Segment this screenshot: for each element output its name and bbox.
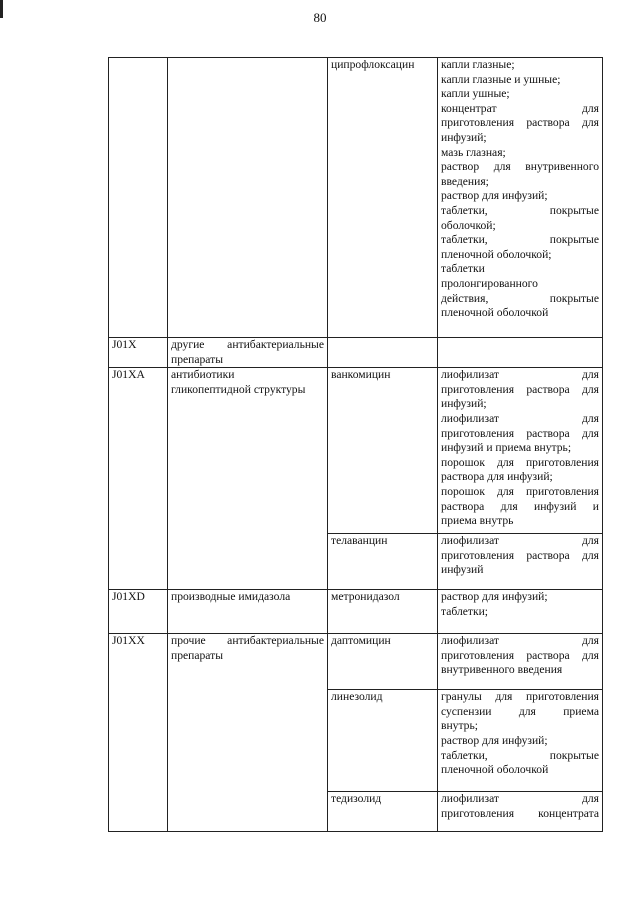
drug-name-cell: даптомицин xyxy=(328,634,438,690)
drug-name-cell: телаванцин xyxy=(328,534,438,590)
table-row xyxy=(109,58,603,338)
drug-name-cell: линезолид xyxy=(328,690,438,792)
dosage-form-line: порошок для приготовления xyxy=(441,455,599,469)
dosage-forms-cell xyxy=(438,368,603,534)
dosage-form-line: пленочной оболочкой xyxy=(441,306,549,320)
group-text-line: другие антибактериальные xyxy=(171,338,324,351)
group-text-line: препараты xyxy=(171,648,223,662)
atc-code-cell: J01XX xyxy=(109,634,168,832)
dosage-form-line: капли глазные и ушные; xyxy=(441,72,561,86)
dosage-form-line: инфузий и приема внутрь; xyxy=(441,441,572,455)
dosage-forms-cell xyxy=(438,58,603,338)
atc-group-cell xyxy=(168,58,328,338)
table-row xyxy=(109,634,603,690)
dosage-form-line: внутривенного введения xyxy=(441,663,563,677)
group-text-line: прочие антибактериальные xyxy=(171,634,324,648)
dosage-form-line: капли ушные; xyxy=(441,87,510,101)
table-row xyxy=(109,590,603,634)
dosage-form-line: концентрат для xyxy=(441,101,599,115)
dosage-form-line: инфузий xyxy=(441,563,484,577)
dosage-form-line: лиофилизат для xyxy=(441,792,599,806)
dosage-form-line: раствора для инфузий и xyxy=(441,499,599,513)
dosage-form-line: порошок для приготовления xyxy=(441,484,599,498)
dosage-form-line: таблетки, покрытые xyxy=(441,233,599,247)
drug-name-cell xyxy=(328,338,438,368)
dosage-form-line: лиофилизат для xyxy=(441,368,599,382)
dosage-form-line: раствор для инфузий; xyxy=(441,590,548,604)
drug-table xyxy=(108,57,603,832)
drug-name-cell: тедизолид xyxy=(328,792,438,832)
group-text-line: препараты xyxy=(171,352,223,366)
dosage-form-line: пленочной оболочкой xyxy=(441,763,549,777)
dosage-form-line: введения; xyxy=(441,174,489,188)
drug-name-cell: ванкомицин xyxy=(328,368,438,534)
dosage-form-line: таблетки, покрытые xyxy=(441,748,599,762)
dosage-forms-cell xyxy=(438,690,603,792)
page-number: 80 xyxy=(313,10,327,25)
atc-code-cell xyxy=(109,58,168,338)
dosage-form-line: приготовления раствора для xyxy=(441,116,599,130)
group-text-line: гликопептидной структуры xyxy=(171,382,306,396)
dosage-form-line: приготовления раствора для xyxy=(441,648,599,662)
atc-code-cell: J01XA xyxy=(109,368,168,590)
group-text-line: антибиотики xyxy=(171,368,235,382)
dosage-form-line: инфузий; xyxy=(441,397,487,411)
dosage-form-line: мазь глазная; xyxy=(441,145,506,159)
dosage-form-line: действия, покрытые xyxy=(441,291,599,305)
dosage-forms-cell xyxy=(438,534,603,590)
drug-name-cell: метронидазол xyxy=(328,590,438,634)
atc-group-cell xyxy=(168,368,328,590)
atc-code-cell: J01X xyxy=(109,338,168,368)
dosage-form-line: суспензии для приема xyxy=(441,704,599,718)
dosage-form-line: раствор для внутривенного xyxy=(441,160,599,174)
dosage-form-line: таблетки, покрытые xyxy=(441,203,599,217)
dosage-forms-cell xyxy=(438,590,603,634)
dosage-form-line: лиофилизат для xyxy=(441,534,599,548)
dosage-form-line: гранулы для приготовления xyxy=(441,690,599,704)
dosage-form-line: приема внутрь xyxy=(441,514,514,528)
dosage-form-line: раствора для инфузий; xyxy=(441,470,553,484)
dosage-forms-cell xyxy=(438,634,603,690)
dosage-form-line: таблетки xyxy=(441,262,485,276)
atc-group-cell xyxy=(168,338,328,368)
dosage-form-line: пленочной оболочкой; xyxy=(441,247,552,261)
dosage-form-line: инфузий; xyxy=(441,130,487,144)
dosage-forms-cell xyxy=(438,792,603,832)
table-row xyxy=(109,338,603,368)
dosage-form-line: раствор для инфузий; xyxy=(441,733,548,747)
dosage-form-line: таблетки; xyxy=(441,604,489,618)
dosage-form-line: внутрь; xyxy=(441,719,478,733)
group-text-line: производные имидазола xyxy=(171,590,291,604)
dosage-form-line: приготовления раствора для xyxy=(441,548,599,562)
dosage-form-line: лиофилизат для xyxy=(441,634,599,648)
atc-group-cell xyxy=(168,634,328,832)
atc-code-cell: J01XD xyxy=(109,590,168,634)
dosage-form-line: приготовления концентрата xyxy=(441,806,599,820)
drug-name-cell: ципрофлоксацин xyxy=(328,58,438,338)
dosage-form-line: приготовления раствора для xyxy=(441,426,599,440)
dosage-form-line: капли глазные; xyxy=(441,58,515,71)
dosage-form-line: пролонгированного xyxy=(441,276,538,290)
dosage-form-line: приготовления раствора для xyxy=(441,382,599,396)
dosage-form-line: оболочкой; xyxy=(441,218,496,232)
dosage-form-line: лиофилизат для xyxy=(441,411,599,425)
table-row xyxy=(109,368,603,534)
dosage-form-line: раствор для инфузий; xyxy=(441,189,548,203)
atc-group-cell xyxy=(168,590,328,634)
dosage-forms-cell xyxy=(438,338,603,368)
